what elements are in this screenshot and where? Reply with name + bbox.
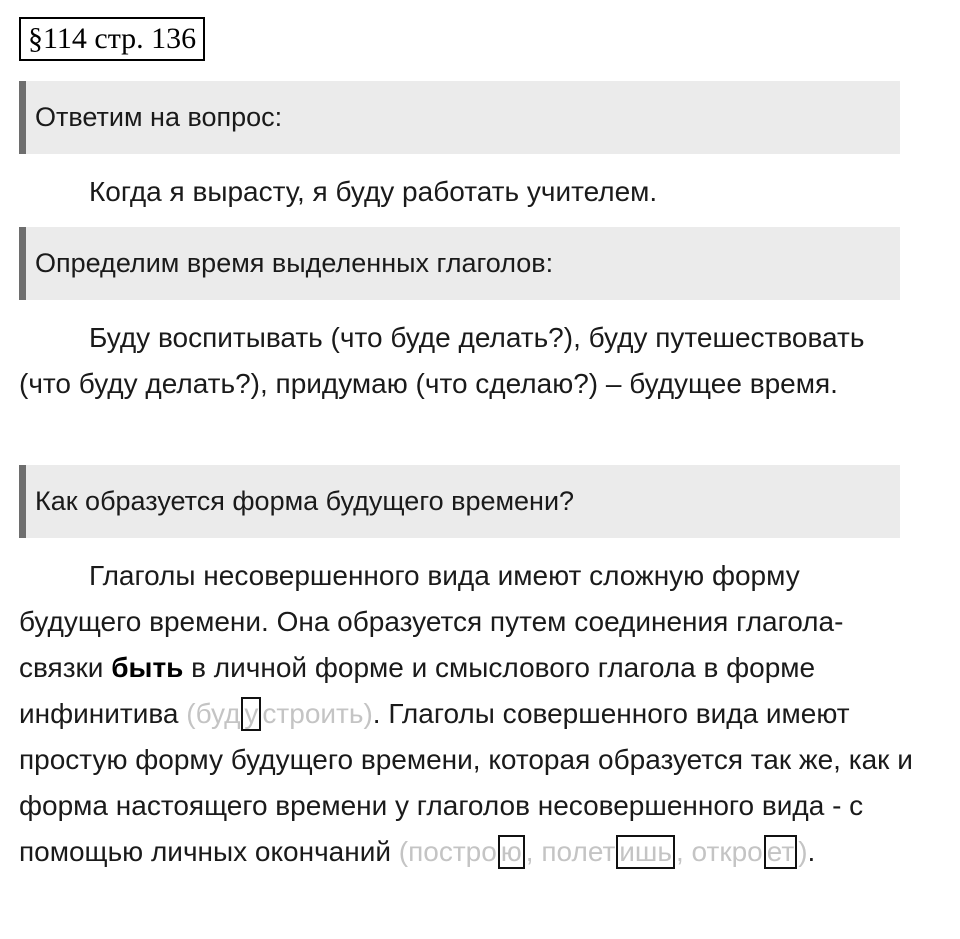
question-heading-1: Ответим на вопрос: — [19, 81, 900, 154]
answer-text-1 — [19, 169, 914, 215]
question-heading-2: Определим время выделенных глаголов: — [19, 227, 900, 300]
answer-1-content: Когда я вырасту, я буду работать учителем. — [89, 176, 658, 207]
bold-verb-byt: быть — [111, 652, 184, 683]
answer-text-3 — [19, 553, 914, 875]
answer-3-part2: в личной форме и смыслового глагола в форме инфинитива — [19, 652, 816, 729]
answer-3-part1: Глаголы несовершенного вида имеют сложную форму будущего времени. Она образуется путем соединения глагола-связки — [19, 560, 844, 683]
answer-text-2 — [19, 315, 914, 407]
answer-3-part3: . Глаголы совершенного вида имеют простую форму будущего времени, которая образуется так же, как и форма настоящего времени у глаголов несовершенного вида - с помощью личных окончаний — [19, 698, 913, 867]
example-stem: , откро — [675, 836, 763, 867]
example-stem: (буд — [186, 698, 241, 729]
example-rest: строить) — [262, 698, 373, 729]
ending-box: ишь — [616, 835, 675, 869]
paragraph-reference: §114 стр. 136 — [19, 17, 205, 61]
ending-box: ет — [764, 835, 797, 869]
final-period: . — [807, 836, 816, 867]
example-close: ) — [798, 836, 808, 867]
example-endings — [399, 836, 808, 867]
example-budu-stroit — [186, 698, 373, 729]
question-heading-3: Как образуется форма будущего времени? — [19, 465, 900, 538]
answer-2-content: Буду воспитывать (что буде делать?), буду путешествовать (что буду делать?), придумаю (что сделаю?) – будущее время. — [19, 322, 865, 399]
ending-box: ю — [498, 835, 525, 869]
ending-box: у — [241, 697, 261, 731]
example-stem: , полет — [525, 836, 616, 867]
example-stem: (постро — [398, 836, 497, 867]
